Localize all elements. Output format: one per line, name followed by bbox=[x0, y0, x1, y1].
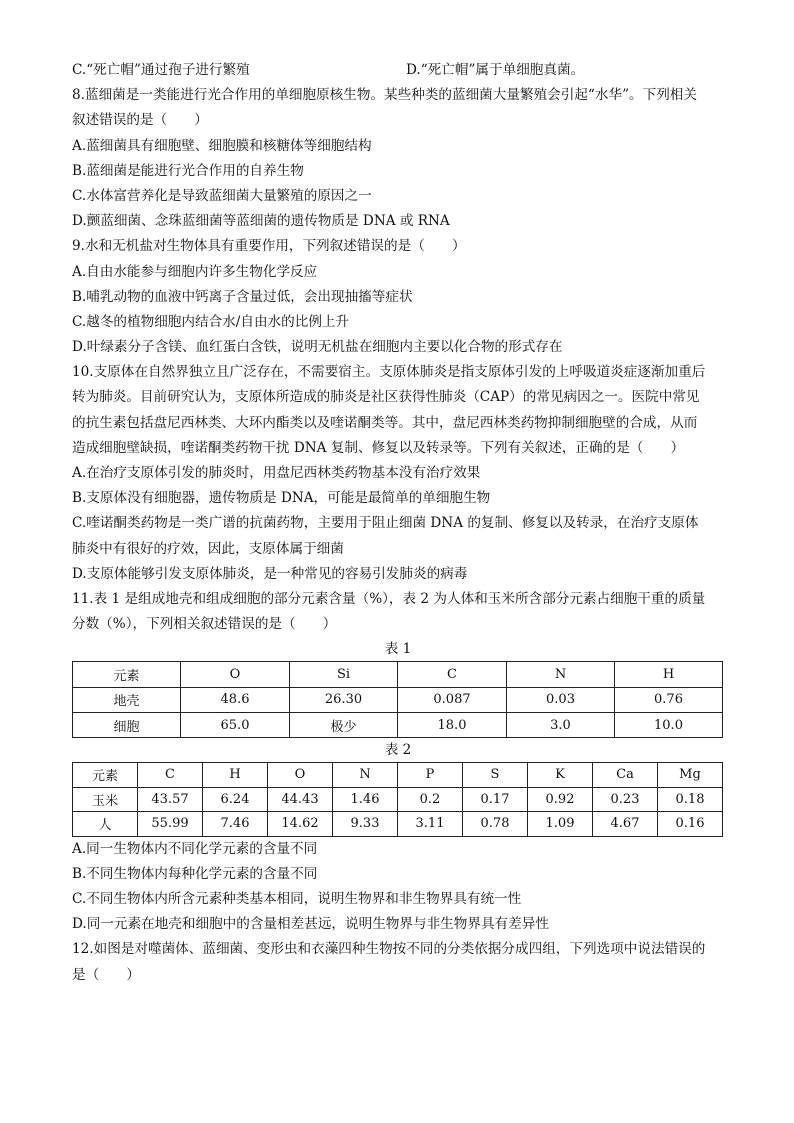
table-cell: 9.33 bbox=[333, 812, 398, 837]
q9-stem-line-1: 9.水和无机盐对生物体具有重要作用，下列叙述错误的是（ ） bbox=[72, 238, 466, 255]
table-cell: 65.0 bbox=[181, 712, 290, 737]
q10-option-b: B.支原体没有细胞器，遗传物质是 DNA，可能是最简单的单细胞生物 bbox=[72, 490, 491, 507]
q11-option-a: A.同一生物体内不同化学元素的含量不同 bbox=[72, 840, 318, 857]
q9-option-b: B.哺乳动物的血液中钙离子含量过低，会出现抽搐等症状 bbox=[72, 288, 413, 305]
table-1 bbox=[72, 661, 723, 738]
table-2-header-cell: P bbox=[398, 763, 463, 788]
table-cell: 55.99 bbox=[138, 812, 203, 837]
table-cell: 0.23 bbox=[593, 787, 658, 812]
q10-option-d: D.支原体能够引发支原体肺炎，是一种常见的容易引发肺炎的病毒 bbox=[72, 565, 468, 582]
table-cell: 细胞 bbox=[73, 712, 181, 737]
table-cell: 0.087 bbox=[398, 687, 507, 712]
q10-option-c-line-1: C.喹诺酮类药物是一类广谱的抗菌药物，主要用于阻止细菌 DNA 的复制、修复以及转录，在治疗支原体 bbox=[72, 515, 699, 532]
table-cell: 0.16 bbox=[658, 812, 723, 837]
table-1-header-cell: 元素 bbox=[73, 662, 181, 687]
q8-option-a: A.蓝细菌具有细胞壁、细胞膜和核糖体等细胞结构 bbox=[72, 137, 372, 154]
question-10 bbox=[72, 360, 724, 587]
table-1-header-cell: C bbox=[398, 662, 507, 687]
table-2-row-corn bbox=[73, 787, 723, 812]
q8-stem-line-1: 8.蓝细菌是一类能进行光合作用的单细胞原核生物。某些种类的蓝细菌大量繁殖会引起“水华”。下列相关 bbox=[72, 87, 697, 104]
q9-option-a: A.自由水能参与细胞内许多生物化学反应 bbox=[72, 263, 318, 280]
table-cell: 48.6 bbox=[181, 687, 290, 712]
table-cell: 玉米 bbox=[73, 787, 138, 812]
table-cell: 地壳 bbox=[73, 687, 181, 712]
table-cell: 26.30 bbox=[290, 687, 398, 712]
q10-stem-line-3: 的抗生素包括盘尼西林类、大环内酯类以及喹诺酮类等。其中，盘尼西林类药物抑制细胞壁的合成，从而 bbox=[72, 414, 698, 431]
q10-stem-line-1: 10.支原体在自然界独立且广泛存在，不需要宿主。支原体肺炎是指支原体引发的上呼吸道炎症逐渐加重后 bbox=[72, 364, 706, 381]
question-11 bbox=[72, 587, 724, 938]
table-cell: 极少 bbox=[290, 712, 398, 737]
q11-option-c: C.不同生物体内所含元素种类基本相同，说明生物界和非生物界具有统一性 bbox=[72, 891, 522, 908]
question-8 bbox=[72, 83, 724, 234]
table-cell: 1.46 bbox=[333, 787, 398, 812]
q11-option-d: D.同一元素在地壳和细胞中的含量相差甚远，说明生物界与非生物界具有差异性 bbox=[72, 916, 549, 933]
q10-stem-line-2: 转为肺炎。目前研究认为，支原体所造成的肺炎是社区获得性肺炎（CAP）的常见病因之一。医院中常见 bbox=[72, 389, 700, 406]
table-1-row-cell bbox=[73, 712, 723, 737]
table-cell: 3.11 bbox=[398, 812, 463, 837]
table-cell: 0.17 bbox=[463, 787, 528, 812]
exam-page bbox=[72, 58, 724, 988]
q11-stem-line-2: 分数（%），下列相关叙述错误的是（ ） bbox=[72, 616, 337, 633]
table-2-header-cell: N bbox=[333, 763, 398, 788]
table-2-header-row bbox=[73, 763, 723, 788]
table-2-header-cell: 元素 bbox=[73, 763, 138, 788]
q12-stem-line-2: 是（ ） bbox=[72, 966, 140, 983]
q10-stem-line-4: 造成细胞壁缺损，喹诺酮类药物干扰 DNA 复制、修复以及转录等。下列有关叙述，正确的是（ ） bbox=[72, 439, 685, 456]
table-cell: 18.0 bbox=[398, 712, 507, 737]
q9-option-d: D.叶绿素分子含镁、血红蛋白含铁，说明无机盐在细胞内主要以化合物的形式存在 bbox=[72, 339, 563, 356]
table-2-header-cell: S bbox=[463, 763, 528, 788]
table-cell: 10.0 bbox=[615, 712, 723, 737]
q11-option-b: B.不同生物体内每种化学元素的含量不同 bbox=[72, 865, 318, 882]
table-cell: 3.0 bbox=[507, 712, 615, 737]
table-1-header-cell: O bbox=[181, 662, 290, 687]
table-1-header-cell: H bbox=[615, 662, 723, 687]
table-cell: 人 bbox=[73, 812, 138, 837]
table-2 bbox=[72, 762, 723, 837]
q10-option-c-line-2: 肺炎中有很好的疗效，因此，支原体属于细菌 bbox=[72, 540, 344, 557]
table-2-header-cell: Ca bbox=[593, 763, 658, 788]
table-2-caption: 表 2 bbox=[384, 742, 412, 759]
q7-option-c: C.“死亡帽”通过孢子进行繁殖 bbox=[72, 62, 250, 78]
table-1-header-cell: Si bbox=[290, 662, 398, 687]
table-2-header-cell: C bbox=[138, 763, 203, 788]
table-cell: 0.2 bbox=[398, 787, 463, 812]
table-cell: 43.57 bbox=[138, 787, 203, 812]
q8-option-b: B.蓝细菌是能进行光合作用的自养生物 bbox=[72, 162, 304, 179]
table-1-header-cell: N bbox=[507, 662, 615, 687]
q8-stem-line-2: 叙述错误的是（ ） bbox=[72, 112, 208, 129]
table-2-header-cell: Mg bbox=[658, 763, 723, 788]
q8-option-d: D.颤蓝细菌、念珠蓝细菌等蓝细菌的遗传物质是 DNA 或 RNA bbox=[72, 213, 450, 230]
table-cell: 7.46 bbox=[203, 812, 268, 837]
table-cell: 0.03 bbox=[507, 687, 615, 712]
q9-option-c: C.越冬的植物细胞内结合水/自由水的比例上升 bbox=[72, 313, 350, 330]
q10-option-a: A.在治疗支原体引发的肺炎时，用盘尼西林类药物基本没有治疗效果 bbox=[72, 465, 481, 481]
q8-option-c: C.水体富营养化是导致蓝细菌大量繁殖的原因之一 bbox=[72, 187, 372, 204]
q7-option-d: D.“死亡帽”属于单细胞真菌。 bbox=[406, 62, 585, 78]
q7-options-row bbox=[72, 58, 724, 83]
q11-stem-line-1: 11.表 1 是组成地壳和组成细胞的部分元素含量（%），表 2 为人体和玉米所含部分元素占细胞干重的质量 bbox=[72, 590, 706, 607]
table-2-header-cell: O bbox=[268, 763, 333, 788]
table-2-header-cell: H bbox=[203, 763, 268, 788]
question-9 bbox=[72, 234, 724, 360]
table-cell: 0.76 bbox=[615, 687, 723, 712]
table-cell: 0.18 bbox=[658, 787, 723, 812]
table-1-caption: 表 1 bbox=[384, 641, 412, 658]
table-cell: 4.67 bbox=[593, 812, 658, 837]
table-cell: 44.43 bbox=[268, 787, 333, 812]
table-cell: 0.78 bbox=[463, 812, 528, 837]
table-cell: 1.09 bbox=[528, 812, 593, 837]
table-1-row-crust bbox=[73, 687, 723, 712]
question-12 bbox=[72, 937, 724, 987]
q12-stem-line-1: 12.如图是对噬菌体、蓝细菌、变形虫和衣藻四种生物按不同的分类依据分成四组，下列选项中说法错误的 bbox=[72, 941, 706, 958]
table-cell: 6.24 bbox=[203, 787, 268, 812]
table-2-row-human bbox=[73, 812, 723, 837]
table-cell: 14.62 bbox=[268, 812, 333, 837]
table-2-header-cell: K bbox=[528, 763, 593, 788]
table-1-header-row bbox=[73, 662, 723, 687]
table-cell: 0.92 bbox=[528, 787, 593, 812]
